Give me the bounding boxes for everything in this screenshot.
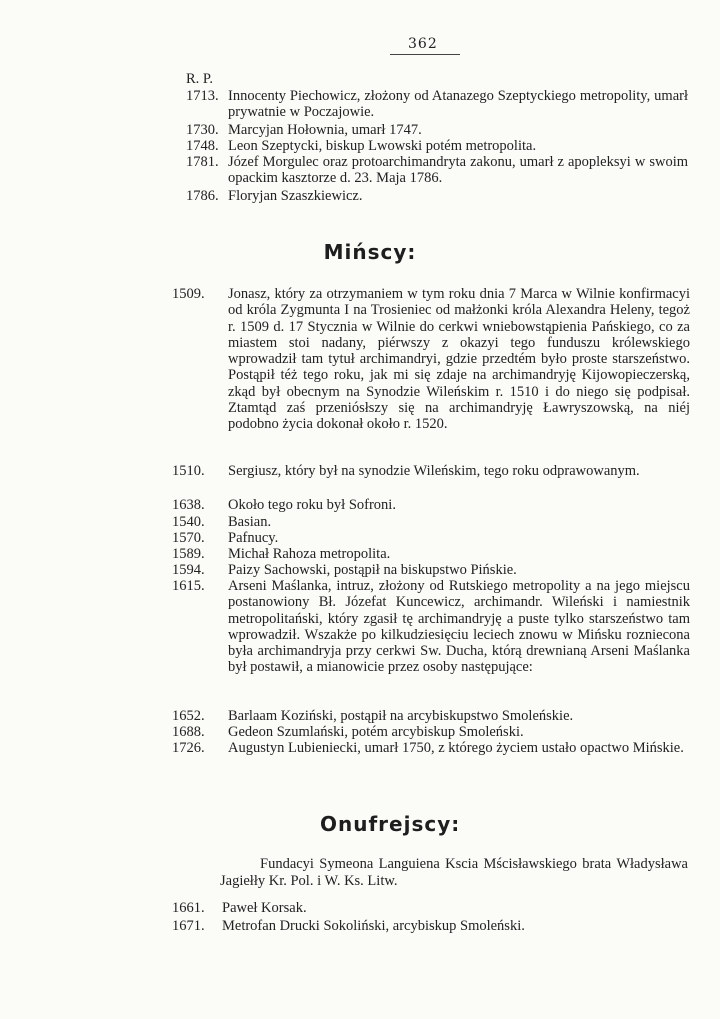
- entry-text: Około tego roku był Sofroni.: [228, 497, 396, 513]
- entry-text: Augustyn Lubieniecki, umarł 1750, z którego życiem ustało opactwo Mińskie.: [228, 740, 684, 756]
- section-label-rp: R. P.: [186, 71, 214, 87]
- entry-text: Basian.: [228, 514, 272, 530]
- entry-year: 1615.: [172, 578, 205, 594]
- entry-text: Barlaam Koziński, postąpił na arcybiskupstwo Smoleńskie.: [228, 708, 574, 724]
- entry-text: Sergiusz, który był na synodzie Wileńskim, tego roku odprawowanym.: [228, 463, 640, 479]
- entry-year: 1781.: [186, 154, 219, 170]
- foundation-note: Fundacyi Symeona Languiena Kscia Mścisławskiego brata Władysława Jagiełły Kr. Pol. i W. Ks. Litw.: [220, 856, 688, 889]
- entry-year: 1786.: [186, 188, 219, 204]
- entry-text: Floryjan Szaszkiewicz.: [228, 188, 363, 204]
- entry-year: 1688.: [172, 724, 205, 740]
- entry-text: Paizy Sachowski, postąpił na biskupstwo Pińskie.: [228, 562, 517, 578]
- entry-text: Metrofan Drucki Sokoliński, arcybiskup Smoleński.: [222, 918, 525, 934]
- entry-year: 1726.: [172, 740, 205, 756]
- entry-text: Gedeon Szumlański, potém arcybiskup Smoleński.: [228, 724, 524, 740]
- entry-text: Jonasz, który za otrzymaniem w tym roku dnia 7 Marca w Wilnie konfirmacyi od króla Zygmunta I na Trosieniec od małżonki króla Alexandra Heleny, tegoż r. 1509 d. 17 Stycznia w Wilnie do cerkwi wniebowstąpienia Pańskiego, co za miastem stoi nadany, piérwszy z okazyi tego funduszu królewskiego wprowadził tam tytuł archimandryi, gdzie przedtém było proste starszeństwo. Postąpił téż tego roku, jak mi się zdaje na archimandryję Kijowopieczerską, zkąd był obecnym na Synodzie Wileńskim r. 1510 i do niego się podpisał. Ztamtąd zaś przeniósłszy się na archimandryję Ławryszowską, na niéj podobno życia dokonał około r. 1520.: [228, 286, 690, 433]
- entry-year: 1652.: [172, 708, 205, 724]
- entry-year: 1730.: [186, 122, 219, 138]
- page-number-rule: [390, 54, 460, 55]
- entry-year: 1570.: [172, 530, 205, 546]
- entry-year: 1713.: [186, 88, 219, 104]
- entry-text: Józef Morgulec oraz protoarchimandryta zakonu, umarł z apopleksyi w swoim opackim kasztorze d. 23. Maja 1786.: [228, 154, 688, 187]
- entry-year: 1638.: [172, 497, 205, 513]
- page-number: 362: [408, 36, 438, 52]
- entry-year: 1510.: [172, 463, 205, 479]
- entry-year: 1671.: [172, 918, 205, 934]
- entry-year: 1540.: [172, 514, 205, 530]
- entry-year: 1748.: [186, 138, 219, 154]
- entry-year: 1594.: [172, 562, 205, 578]
- section-heading-onufrejscy: Onufrejscy:: [320, 812, 461, 836]
- section-heading-minscy: Mińscy:: [323, 240, 417, 264]
- entry-text: Arseni Maślanka, intruz, złożony od Rutskiego metropolity a na jego miejscu postanowiony Bł. Józefat Kuncewicz, archimandr. Wileński i namiestnik metropolitański, który zgasił tę archimandryję a puste tylko starszeństwo tam wprowadził. Wszakże po kilkudziesięciu leciech znowu w Mińsku rozniecona była archimandryja przy cerkwi Sw. Ducha, którą drewnianą Arseni Maślanka był postawił, a mianowicie przez osoby następujące:: [228, 578, 690, 676]
- entry-text: Paweł Korsak.: [222, 900, 307, 916]
- entry-text: Michał Rahoza metropolita.: [228, 546, 391, 562]
- entry-text: Pafnucy.: [228, 530, 279, 546]
- entry-year: 1661.: [172, 900, 205, 916]
- entry-text: Leon Szeptycki, biskup Lwowski potém metropolita.: [228, 138, 537, 154]
- entry-year: 1509.: [172, 286, 205, 302]
- entry-text: Marcyjan Hołownia, umarł 1747.: [228, 122, 422, 138]
- entry-year: 1589.: [172, 546, 205, 562]
- entry-text: Innocenty Piechowicz, złożony od Atanazego Szeptyckiego metropolity, umarł prywatnie w Poczajowie.: [228, 88, 688, 121]
